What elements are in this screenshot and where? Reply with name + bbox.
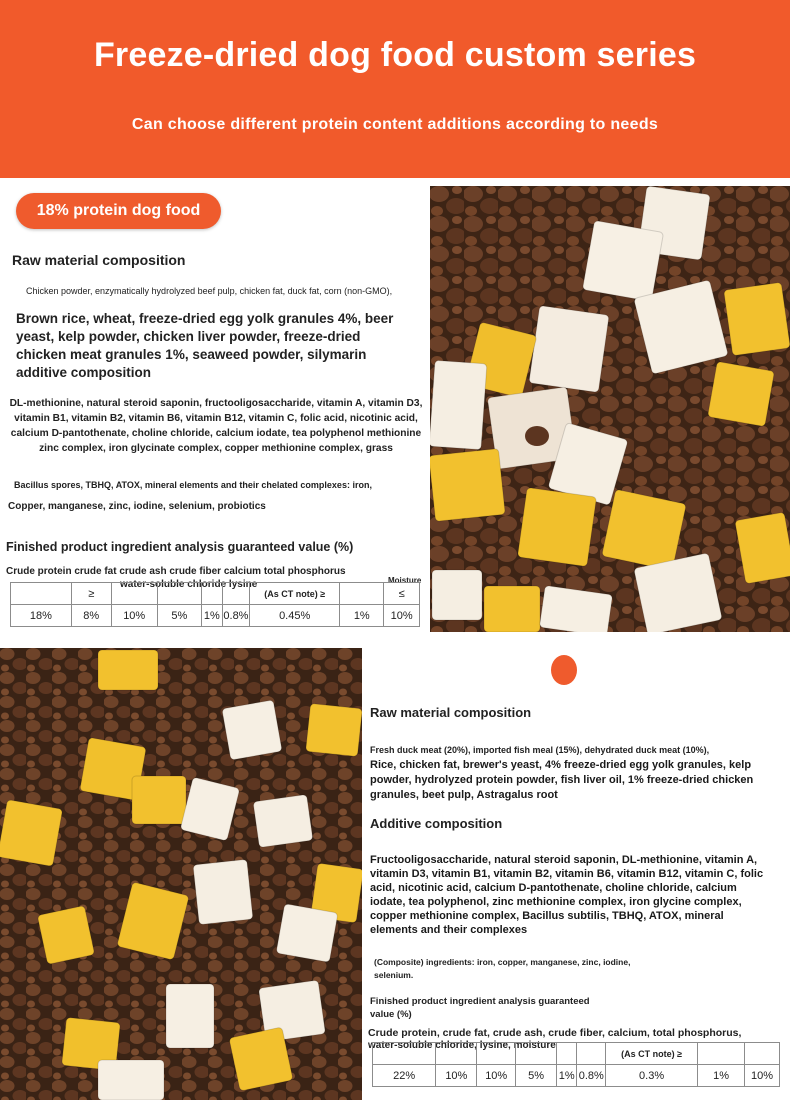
value-ash: 10% [477,1065,516,1087]
table-cell [557,1043,577,1065]
analysis-heading-2: Finished product ingredient analysis guaranteed value (%) [370,996,590,1020]
table-cell [340,583,384,605]
value-fat: 10% [436,1065,477,1087]
banner-subtitle: Can choose different protein content additions according to needs [131,116,659,133]
table-row [11,605,420,627]
table-header-1b: water-soluble chloride lysine [120,579,258,590]
table-header-2b: water-soluble chloride, lysine, moisture [368,1040,556,1051]
orange-dot-icon [551,655,577,685]
value-chloride: 0.45% [250,605,340,627]
value-protein: 18% [11,605,72,627]
value-chloride: 0.3% [606,1065,698,1087]
value-lysine: 1% [698,1065,745,1087]
guarantee-table-1 [10,582,420,627]
table-cell [577,1043,606,1065]
value-fiber: 5% [516,1065,557,1087]
value-lysine: 1% [340,605,384,627]
table-cell [373,1043,436,1065]
minerals-line: Copper, manganese, zinc, iodine, selenium, probiotics [8,501,266,512]
raw-material-heading-1: Raw material composition [12,252,186,268]
table-row [11,583,420,605]
guarantee-table-2 [372,1042,780,1087]
table-cell: ≥ [71,583,111,605]
table-cell [11,583,72,605]
value-fat: 8% [71,605,111,627]
value-phosphorus: 0.8% [577,1065,606,1087]
composite-line: (Composite) ingredients: iron, copper, manganese, zinc, iodine, selenium. [374,957,631,980]
table-cell [436,1043,477,1065]
moisture-label: Moisture [388,576,422,585]
value-protein: 22% [373,1065,436,1087]
value-moisture: 10% [745,1065,780,1087]
bacillus-line: Bacillus spores, TBHQ, ATOX, mineral elements and their chelated complexes: iron, [14,480,372,490]
value-calcium: 1% [201,605,222,627]
table-cell: ≤ [384,583,420,605]
value-phosphorus: 0.8% [222,605,249,627]
additive-heading-2: Additive composition [370,816,503,831]
table-cell [111,583,157,605]
table-cell [477,1043,516,1065]
table-cell [745,1043,780,1065]
value-calcium: 1% [557,1065,577,1087]
additives-1: DL-methionine, natural steroid saponin, fructooligosaccharide, vitamin A, vitamin D3, vitamin B1, vitamin B2, vitamin B6, vitamin B12, vitamin C, folic acid, nicotinic acid, calcium D-pantothenate, choline chloride, calcium iodate, tea polyphenol methionine zinc complex, iron glycinate complex, copper methionine complex, grass [9,398,423,454]
table-row [373,1065,780,1087]
banner-title: Freeze-dried dog food custom series [93,36,697,74]
kibble-photo-2 [0,648,362,1100]
raw-material-bold-1: Brown rice, wheat, freeze-dried egg yolk granules 4%, beer yeast, kelp powder, chicken liver powder, freeze-dried chicken meat granules 1%, seaweed powder, silymarin additive composition [16,311,394,380]
table-cell [516,1043,557,1065]
raw-material-heading-2: Raw material composition [370,705,532,720]
table-header-2a: Crude protein, crude fat, crude ash, crude fiber, calcium, total phosphorus, [368,1027,742,1039]
table-header-1a: Crude protein crude fat crude ash crude fiber calcium total phosphorus [6,566,346,577]
value-moisture: 10% [384,605,420,627]
ct-note-cell-2: (As CT note) ≥ [606,1043,698,1065]
protein-18-pill: 18% protein dog food [16,193,221,229]
table-cell [222,583,249,605]
kibble-photo-2-art [0,648,362,1100]
table-row [373,1043,780,1065]
value-ash: 10% [111,605,157,627]
value-fiber: 5% [157,605,201,627]
header-banner [0,0,790,178]
analysis-heading-1: Finished product ingredient analysis guaranteed value (%) [6,540,354,554]
table-cell [157,583,201,605]
raw-material-line-1: Chicken powder, enzymatically hydrolyzed beef pulp, chicken fat, duck fat, corn (non-GMO), [26,286,393,296]
ct-note-cell: (As CT note) ≥ [250,583,340,605]
table-cell [698,1043,745,1065]
kibble-photo-1-art [430,186,790,632]
raw-material-bold-2: Rice, chicken fat, brewer's yeast, 4% freeze-dried egg yolk granules, kelp powder, hydrolyzed protein powder, fish liver oil, 1% freeze-dried chicken granules, beet pulp, Astragalus root [370,759,754,801]
kibble-photo-1 [430,186,790,632]
raw-material-line-2: Fresh duck meat (20%), imported fish meal (15%), dehydrated duck meat (10%), [370,745,710,755]
table-cell [201,583,222,605]
additives-2: Fructooligosaccharide, natural steroid saponin, DL-methionine, vitamin A, vitamin D3, vitamin B1, vitamin B2, vitamin B6, vitamin B12, vitamin C, folic acid, nicotinic acid, calcium D-pantothenate, choline chloride, calcium iodate, tea polyphenol, zinc methionine complex, iron glycine complex, copper methionine complex, Bacillus subtilis, TBHQ, ATOX, mineral elements and their complexes [370,854,764,936]
